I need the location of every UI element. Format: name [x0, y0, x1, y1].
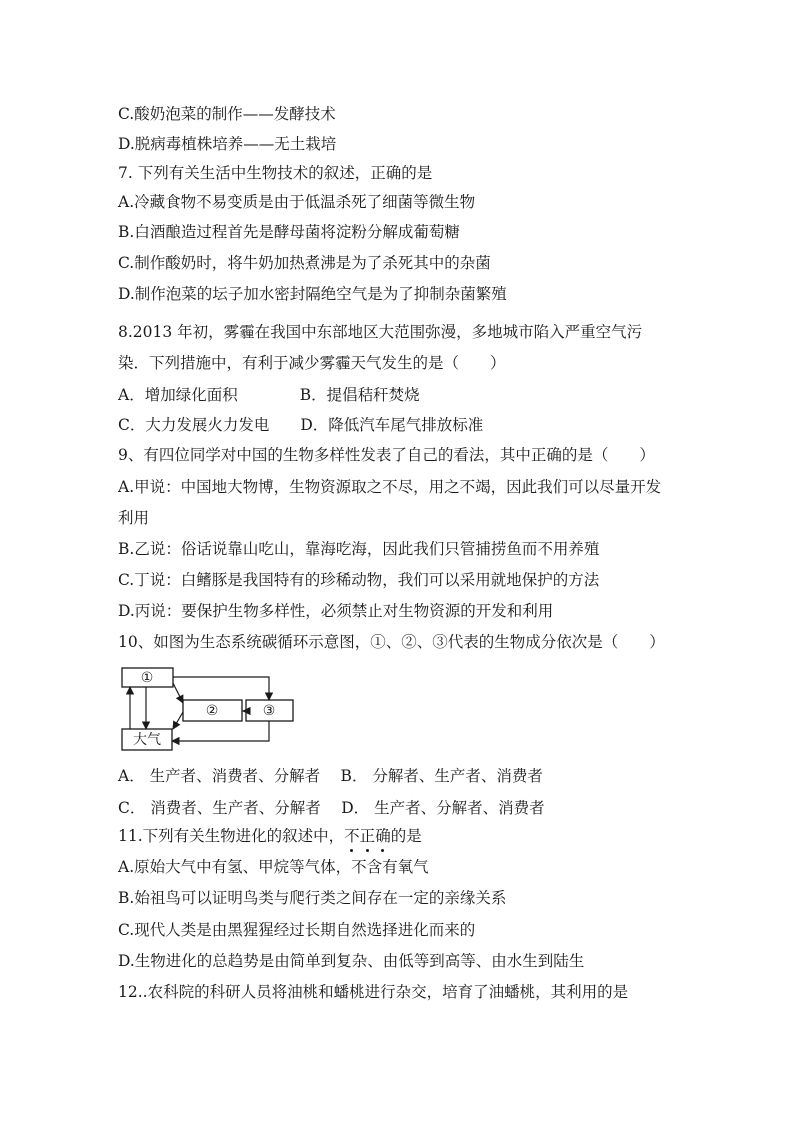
q12-stem: 12..农科院的科研人员将油桃和蟠桃进行杂交，培育了油蟠桃，其利用的是 [118, 983, 629, 1001]
q9-option-b: B.乙说：俗话说靠山吃山，靠海吃海，因此我们只管捕捞鱼而不用养殖 [118, 540, 600, 558]
q7-stem: 7. 下列有关生活中生物技术的叙述，正确的是 [118, 164, 433, 182]
node-2-box [183, 700, 242, 721]
arrow-node1-to-node2 [173, 683, 183, 703]
q10-options-ab: A． 生产者、消费者、分解者 B． 分解者、生产者、消费者 [118, 767, 543, 785]
arrow-node3-to-atmosphere [172, 721, 269, 741]
emphasis-char-1: 不 [344, 827, 360, 845]
q10-options-cd: C． 消费者、生产者、分解者 D． 生产者、分解者、消费者 [118, 799, 545, 817]
node-1-box [122, 668, 173, 687]
node-2-label: ② [205, 703, 219, 719]
q7-option-a: A.冷藏食物不易变质是由于低温杀死了细菌等微生物 [118, 193, 476, 211]
atmosphere-label: 大气 [133, 732, 161, 748]
q6-option-c: C.酸奶泡菜的制作——发酵技术 [118, 105, 336, 123]
q8-options-ab: A．增加绿化面积 B．提倡秸秆焚烧 [118, 386, 420, 404]
q6-option-d: D.脱病毒植株培养——无土栽培 [118, 135, 337, 153]
atmosphere-box [122, 729, 172, 750]
q9-option-a-line2: 利用 [118, 509, 150, 527]
q7-option-c: C.制作酸奶时，将牛奶加热煮沸是为了杀死其中的杂菌 [118, 254, 491, 272]
node-3-box [246, 700, 293, 721]
q9-option-d: D.丙说：要保护生物多样性，必须禁止对生物资源的开发和利用 [118, 602, 554, 620]
q11-stem-prefix: 11.下列有关生物进化的叙述中， [118, 827, 345, 845]
arrow-node2-to-atmosphere [173, 712, 183, 729]
q11-option-b: B.始祖鸟可以证明鸟类与爬行类之间存在一定的亲缘关系 [118, 889, 507, 907]
q11-option-d: D.生物进化的总趋势是由简单到复杂、由低等到高等、由水生到陆生 [118, 952, 585, 970]
q8-options-cd: C．大力发展火力发电 D．降低汽车尾气排放标准 [118, 416, 484, 434]
q11-option-c: C.现代人类是由黑猩猩经过长期自然选择进化而来的 [118, 921, 476, 939]
node-1-label: ① [140, 670, 154, 686]
node-3-label: ③ [262, 703, 276, 719]
q9-option-c: C.丁说：白鳍豚是我国特有的珍稀动物，我们可以采用就地保护的方法 [118, 571, 600, 589]
emphasis-char-2: 正 [359, 827, 376, 845]
q10-stem: 10、如图为生态系统碳循环示意图，①、②、③代表的生物成分依次是（ ） [118, 633, 665, 651]
carbon-cycle-diagram [116, 665, 301, 753]
q8-stem-line2: 染．下列措施中，有利于减少雾霾天气发生的是（ ） [118, 354, 506, 372]
q7-option-b: B.白酒酿造过程首先是酵母菌将淀粉分解成葡萄糖 [118, 223, 460, 241]
q8-stem-line1: 8.2013 年初，雾霾在我国中东部地区大范围弥漫，多地城市陷入严重空气污 [118, 323, 643, 341]
q7-option-d: D.制作泡菜的坛子加水密封隔绝空气是为了抑制杂菌繁殖 [118, 285, 507, 303]
q11-stem-suffix: 的是 [390, 827, 422, 845]
arrow-node1-to-node3 [173, 677, 269, 700]
q11-stem [118, 826, 422, 846]
q11-option-a: A.原始大气中有氢、甲烷等气体，不含有氧气 [118, 858, 429, 876]
q9-stem: 9、有四位同学对中国的生物多样性发表了自己的看法，其中正确的是（ ） [118, 446, 655, 464]
emphasis-char-3: 确 [375, 827, 391, 845]
q9-option-a-line1: A.甲说：中国地大物博，生物资源取之不尽，用之不竭，因此我们可以尽量开发 [118, 478, 662, 496]
